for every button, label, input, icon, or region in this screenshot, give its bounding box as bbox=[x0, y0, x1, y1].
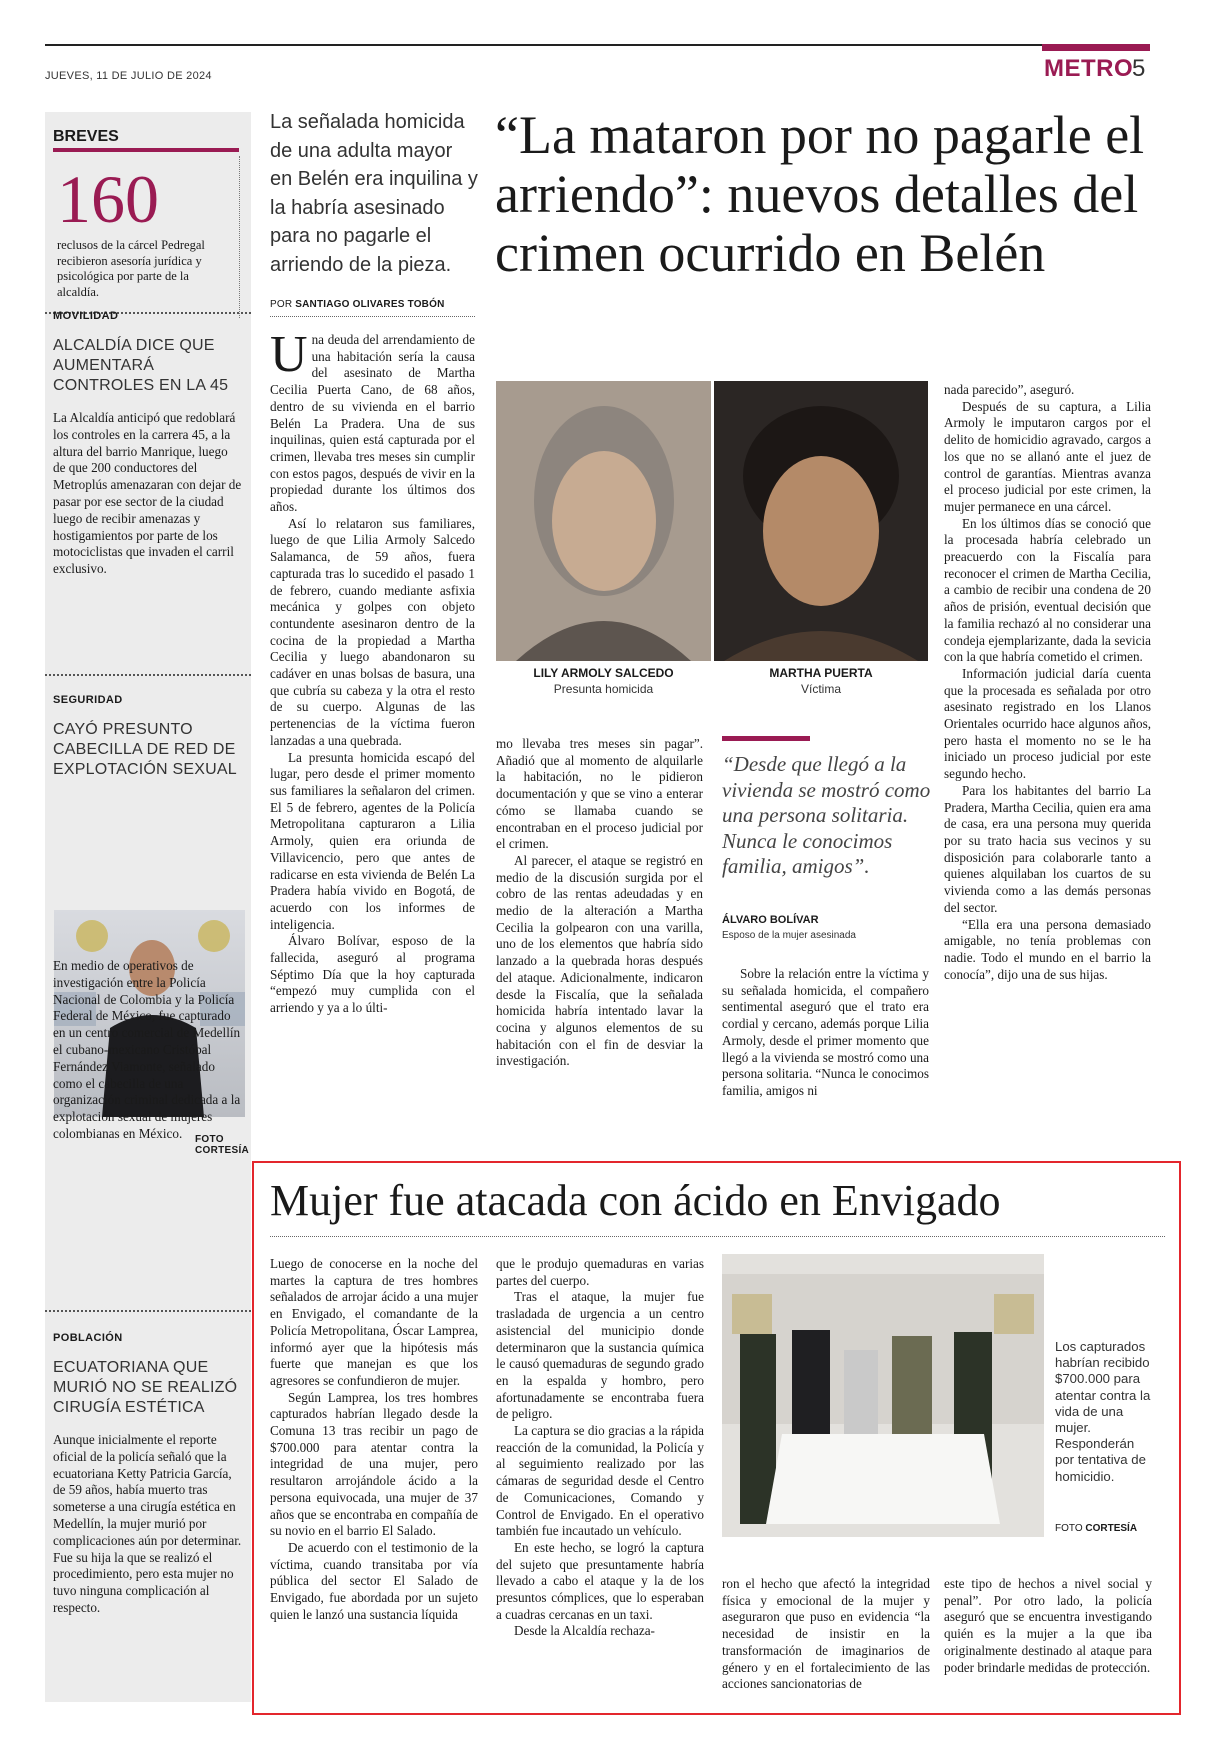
second-column-2 bbox=[496, 1256, 704, 1640]
breves-accent-bar bbox=[53, 148, 239, 152]
paragraph: Tras el ataque, la mujer fue trasladada de urgencia a un centro asistencial del municipio donde determinaron que la sustancia química le causó quemaduras de segundo grado en la espalda y hombro, pero afortunadamente se encontraba fuera de peligro. bbox=[496, 1289, 704, 1422]
brief-kicker: SEGURIDAD bbox=[53, 694, 123, 706]
article-column-4 bbox=[944, 382, 1151, 983]
breves-label: BREVES bbox=[53, 128, 119, 145]
divider bbox=[45, 674, 251, 676]
paragraph: De acuerdo con el testimonio de la víctima, cuando transitaba por vía pública del sector El Salado de Envigado, fue abordada por un sujeto quien le lanzó una sustancia líquida bbox=[270, 1539, 478, 1622]
captured-suspects-photo bbox=[722, 1254, 1044, 1537]
article-headline[interactable]: “La mataron por no pagarle el arriendo”: nuevos detalles del crimen ocurrido en Belén bbox=[495, 105, 1145, 283]
quote-accent-bar bbox=[722, 736, 810, 741]
pull-quote: “Desde que llegó a la vivienda se mostró como una persona solitaria. Nunca le conocimos familia, amigos”. bbox=[722, 752, 931, 878]
brief-seguridad-body bbox=[53, 944, 243, 1143]
page-number: 5 bbox=[1132, 55, 1146, 82]
brief-headline[interactable]: CAYÓ PRESUNTO CABECILLA DE RED DE EXPLOTACIÓN SEXUAL bbox=[53, 721, 237, 778]
stat-caption: reclusos de la cárcel Pedregal recibieron asesoría jurídica y psicológica por parte de la alcaldía. bbox=[57, 238, 205, 299]
paragraph: mo llevaba tres meses sin pagar”. Añadió que al momento de alquilarle la habitación, no le pidieron documentación y que se vino a enterar cómo se llamaba cuando se encontraban en el proceso judicial por el crimen. bbox=[496, 736, 703, 852]
paragraph: La presunta homicida escapó del lugar, pero desde el primer momento sus familiares la señalaron del crimen. El 5 de febrero, agentes de la Policía Metropolitana capturaron a Lilia Armoly, quien era oriunda de Villavicencio, pero que antes de radicarse en esta vivienda de Belén La Pradera había vivido en Bogotá, de acuerdo con los informes de inteligencia. bbox=[270, 749, 475, 932]
brief-poblacion bbox=[53, 1332, 243, 1617]
paragraph: que le produjo quemaduras en varias partes del cuerpo. bbox=[496, 1256, 704, 1288]
article-column-3 bbox=[722, 966, 929, 1100]
paragraph-text: na deuda del arrendamiento de una habitación sería la causa del asesinato de Martha Cecilia Puerta Cano, de 68 años, dentro de su vivienda en el barrio Belén La Pradera. Una de sus inquilinas, quien está capturada por el crimen, llevaba tres meses sin cumplir con estos pagos, después de vivir en la propiedad durante los últimos dos años. bbox=[270, 332, 475, 515]
divider bbox=[45, 1310, 251, 1312]
section-name[interactable]: METRO bbox=[1044, 55, 1134, 82]
second-column-4 bbox=[944, 1576, 1152, 1676]
brief-kicker: MOVILIDAD bbox=[53, 310, 119, 322]
paragraph: Al parecer, el ataque se registró en medio de la discusión surgida por el cobro de las rentas adeudadas y en medio de la alteración a Martha Cecilia la golpearon con una varilla, uno de los elementos que habría sido lanzado a la quebrada horas después del ataque. Adicionalmente, indicaron desde la Fiscalía, que la señalada homicida habría intentado lavar la cocina y algunos elementos de su habitación con el fin de desviar la investigación. bbox=[496, 852, 703, 1069]
photo-credit bbox=[1055, 1523, 1137, 1534]
drop-cap: U bbox=[270, 326, 308, 383]
article-column-1 bbox=[270, 326, 475, 1017]
byline-prefix: POR bbox=[270, 299, 293, 310]
headline-rule bbox=[270, 1236, 1165, 1237]
photo-caption-name: MARTHA PUERTA bbox=[769, 666, 873, 680]
article-deck: La señalada homicida de una adulta mayor en Belén era inquilina y la habría asesinado para no pagarle el arriendo de la pieza. bbox=[270, 111, 478, 276]
paragraph: Álvaro Bolívar, esposo de la fallecida, aseguró al programa Séptimo Día que la hoy capturada “empezó muy cumplida con el arriendo y ya a lo últi- bbox=[270, 933, 475, 1016]
paragraph: Así lo relataron sus familiares, luego de que Lilia Armoly Salcedo Salamanca, de 59 años, fuera capturada tras lo sucedido el pasado 1 de febrero, cuando mediante asfixia mecánica y golpes con objeto contundente asesinaron dentro de la cocina de la propiedad a Martha Cecilia y luego abandonaron su cadáver en unas bolsas de basura, una que cubría su cabeza y la otra el resto de su cuerpo. Algunas de las pertenencias de la víctima fueron lanzadas a una quebrada. bbox=[270, 515, 475, 748]
photo-caption-name: LILY ARMOLY SALCEDO bbox=[533, 666, 674, 680]
brief-body: La Alcaldía anticipó que redoblará los controles en la carrera 45, a la altura del barrio Manrique, luego de que 200 conductores del Metroplús amenazaran con dejar de pasar por ese sector de la ciudad luego de recibir amenazas y hostigamientos por parte de los motociclistas que invaden el carril exclusivo. bbox=[53, 410, 242, 577]
article-column-2 bbox=[496, 736, 703, 1070]
brief-headline[interactable]: ALCALDÍA DICE QUE AUMENTARÁ CONTROLES EN LA 45 bbox=[53, 337, 229, 394]
brief-headline[interactable]: ECUATORIANA QUE MURIÓ NO SE REALIZÓ CIRUGÍA ESTÉTICA bbox=[53, 1359, 238, 1416]
paragraph: “Ella era una persona demasiado amigable, no tenía problemas con nadie. Todo el mundo en el barrio la conocía”, dijo una de sus hijas. bbox=[944, 916, 1151, 982]
paragraph: Para los habitantes del barrio La Pradera, Martha Cecilia, quien era ama de casa, era una persona muy querida por su trato hacia sus vecinos y su disposición para colaborarle tanto a quienes alquilaban los cuartos de su vivienda como a las demás personas del sector. bbox=[944, 782, 1151, 915]
issue-date: JUEVES, 11 DE JULIO DE 2024 bbox=[45, 70, 212, 82]
paragraph: Después de su captura, a Lilia Armoly le imputaron cargos por el delito de homicidio agravado, cargos a los que no se allanó ante el juez de control de garantías. Mientras avanza el proceso judicial por este crimen, la mujer permanece en una cárcel. bbox=[944, 398, 1151, 514]
paragraph bbox=[270, 326, 475, 516]
photo-martha-puerta bbox=[714, 381, 928, 661]
second-column-3 bbox=[722, 1576, 930, 1693]
byline bbox=[270, 299, 445, 310]
photo-credit: FOTO CORTESÍA bbox=[195, 1134, 250, 1156]
photo-caption: Los capturados habrían recibido $700.000 para atentar contra la vida de una mujer. Responderán por tentativa de homicidio. bbox=[1055, 1339, 1151, 1484]
paragraph: nada parecido”, aseguró. bbox=[944, 382, 1075, 397]
brief-body: En medio de operativos de investigación entre la Policía Nacional de Colombia y la Policía Federal de México, fue capturado en un centro comercial de Medellín el cubano-mexicano Cristóbal Fernández Viamonte, señalado como el cabecilla de una organización criminal dedicada a la explotación sexual de mujeres colombianas en México. bbox=[53, 958, 241, 1141]
breves-sidebar bbox=[45, 112, 251, 1702]
second-column-1 bbox=[270, 1256, 478, 1623]
top-rule bbox=[45, 44, 1150, 46]
paragraph: ron el hecho que afectó la integridad física y emocional de la mujer y aseguraron que puso en evidencia “la necesidad de insistir en la transformación de imaginarios de género y en el fortalecimiento de las acciones sancionatorias de bbox=[722, 1576, 930, 1692]
paragraph: este tipo de hechos a nivel social y penal”. Por otro lado, la policía aseguró que se encuentra investigando quién es la mujer a la que iba originalmente destinado al ataque para poder brindarle medidas de protección. bbox=[944, 1576, 1152, 1675]
photo-caption-role: Víctima bbox=[800, 682, 841, 696]
photo-credit-prefix: FOTO bbox=[1055, 1523, 1083, 1534]
brief-movilidad bbox=[53, 310, 243, 578]
paragraph: En los últimos días se conoció que la procesada habría celebrado un preacuerdo con la Fiscalía para reconocer el crimen de Martha Cecilia, a cambio de recibir una condena de 20 años de prisión, eventual decisión que la familia rechazó al no considerar una condeja ejemplarizante, dada la sevicia con la que habría cometido el crimen. bbox=[944, 515, 1151, 665]
quote-author: ÁLVARO BOLÍVAR bbox=[722, 914, 819, 926]
photo-lily-armoly bbox=[496, 381, 711, 661]
second-headline[interactable]: Mujer fue atacada con ácido en Envigado bbox=[270, 1176, 1001, 1225]
brief-kicker: POBLACIÓN bbox=[53, 1332, 123, 1344]
byline-rule bbox=[270, 316, 475, 317]
paragraph: Información judicial daría cuenta que la procesada es señalada por otro asesinato registrado en los Llanos Orientales ocurrido hace algunos años, pero hasta el momento no se le ha iniciado un proceso judicial por este segundo hecho. bbox=[944, 665, 1151, 782]
paragraph: Luego de conocerse en la noche del martes la captura de tres hombres señalados de arrojar ácido a una mujer en Envigado, el comandante de la Policía Metropolitana, Óscar Lamprea, informó ayer que la hipótesis más fuerte que manejan es que los agresores se confundieron de mujer. bbox=[270, 1256, 478, 1388]
paragraph: Desde la Alcaldía rechaza- bbox=[514, 1623, 655, 1639]
paragraph: Sobre la relación entre la víctima y su señalada homicida, el compañero sentimental aseguró que el trato era cordial y cercano, además porque Lilia Armoly, desde el primer momento que llegó a la vivienda se mostró como una persona solitaria. “Nunca le conocimos familia, amigos ni bbox=[722, 966, 929, 1098]
photo-credit-name: CORTESÍA bbox=[1085, 1523, 1138, 1534]
brief-seguridad bbox=[53, 694, 243, 780]
section-bar bbox=[1042, 44, 1150, 51]
quote-author-role: Esposo de la mujer asesinada bbox=[722, 930, 856, 941]
paragraph: Según Lamprea, los tres hombres capturados habrían llegado desde la Comuna 13 tras recibir un pago de $700.000 para atentar contra la integridad de una mujer, pero resultaron arrojándole ácido a la persona equivocada, una mujer de 37 años que se encontraba en compañía de su novio en el barrio El Salado. bbox=[270, 1389, 478, 1539]
paragraph: En este hecho, se logró la captura del sujeto que presuntamente habría llevado a cabo el ataque y la de los presuntos cómplices, que lo esperaban a cuadras cercanas en un taxi. bbox=[496, 1539, 704, 1622]
photo-caption-role: Presunta homicida bbox=[553, 682, 654, 696]
byline-author: SANTIAGO OLIVARES TOBÓN bbox=[295, 299, 445, 310]
paragraph: La captura se dio gracias a la rápida reacción de la comunidad, la Policía y al seguimiento realizado por las cámaras de seguridad desde el Centro de Comunicaciones, Comando y Control de Envigado. En el operativo también fue incautado un vehículo. bbox=[496, 1423, 704, 1539]
stat-number: 160 bbox=[57, 161, 159, 237]
brief-body: Aunque inicialmente el reporte oficial de la policía señaló que la ecuatoriana Ketty Patricia García, de 59 años, había muerto tras someterse a una cirugía estética en Medellín, la mujer murió por complicaciones aún por determinar. Fue su hija la que se realizó el procedimiento, pero esta mujer no tuvo ninguna complicación al respecto. bbox=[53, 1432, 242, 1615]
